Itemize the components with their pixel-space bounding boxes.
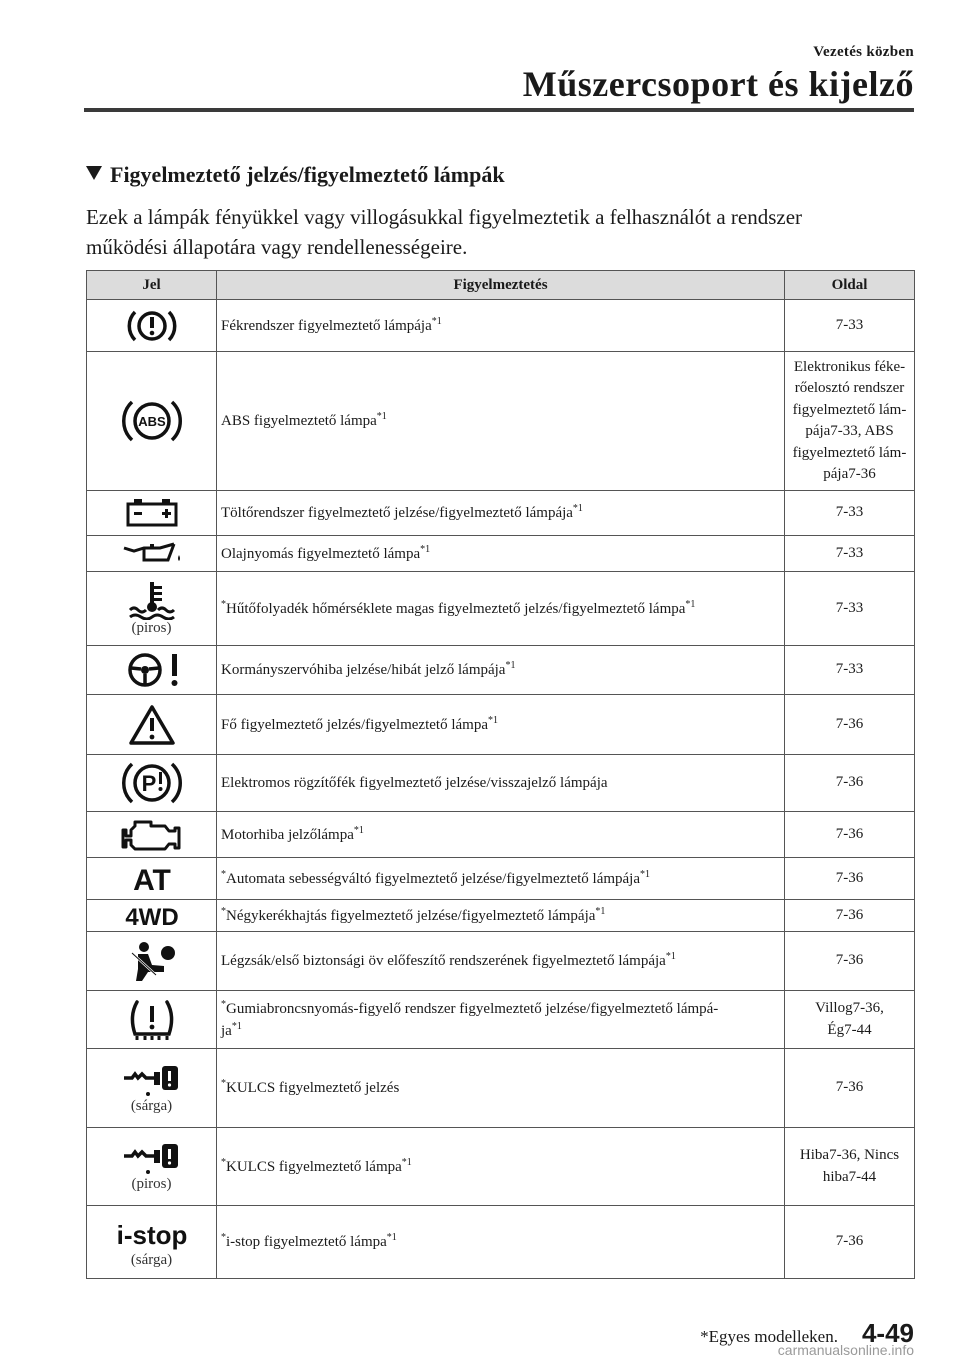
- symbol-cell: [87, 1206, 217, 1279]
- warning-text: Motorhiba jelzőlámpa: [221, 826, 354, 843]
- warning-description: [217, 536, 785, 572]
- master-warning-icon: [87, 703, 216, 747]
- warning-text: ABS figyelmeztető lámpa: [221, 413, 377, 429]
- footnote-marker: *1: [231, 1020, 242, 1032]
- abs-warning-icon: [87, 394, 216, 448]
- page-reference: 7-36: [785, 1206, 915, 1279]
- page-reference: 7-36: [785, 695, 915, 755]
- footnote-marker: *1: [431, 315, 442, 327]
- warning-description: [217, 352, 785, 491]
- footnote-marker: *1: [420, 543, 431, 555]
- warning-text: KULCS figyelmeztető lámpa: [226, 1158, 402, 1175]
- symbol-cell: [87, 932, 217, 991]
- electric-parking-brake-icon: [87, 757, 216, 809]
- model-asterisk: *: [221, 905, 226, 917]
- table-row: [87, 695, 915, 755]
- page-reference: Villog7-36, Ég7-44: [785, 991, 915, 1049]
- table-row: [87, 755, 915, 812]
- key-warning-icon: [87, 1140, 216, 1176]
- table-body: [87, 300, 915, 1279]
- triangle-bullet-icon: [86, 166, 102, 180]
- coolant-temperature-icon: [87, 580, 216, 620]
- table-row: [87, 858, 915, 900]
- power-steering-icon: [87, 650, 216, 690]
- warning-text: Gumiabroncsnyomás-figyelő rendszer figyelmeztető jelzése/figyelmeztető lámpá- ja: [221, 1000, 719, 1039]
- page-number: 4-49: [861, 1318, 914, 1348]
- check-engine-icon: [87, 816, 216, 854]
- color-note: (sárga): [130, 1251, 173, 1268]
- table-row: [87, 1128, 915, 1206]
- footnote-marker: *1: [376, 411, 387, 422]
- svg-text:ABS: ABS: [137, 414, 166, 429]
- subheading-text: Figyelmeztető jelzés/figyelmeztető lámpák: [110, 162, 505, 187]
- warning-description: [217, 858, 785, 900]
- warning-text: Légzsák/első biztonsági öv előfeszítő rendszerének figyelmeztető lámpája: [221, 953, 666, 969]
- warning-description: [217, 991, 785, 1049]
- page-reference: 7-33: [785, 646, 915, 695]
- warning-description: [217, 900, 785, 932]
- warning-description: [217, 646, 785, 695]
- footnote-marker: *1: [505, 660, 516, 671]
- model-asterisk: *: [221, 1156, 226, 1168]
- oil-pressure-icon: [87, 540, 216, 568]
- warning-description: [217, 300, 785, 352]
- warning-text: Olajnyomás figyelmeztető lámpa: [221, 545, 421, 562]
- warning-description: [217, 755, 785, 812]
- warning-description: [217, 491, 785, 536]
- table-row: [87, 932, 915, 991]
- warning-description: [217, 932, 785, 991]
- table-row: [87, 1206, 915, 1279]
- page-reference: 7-33: [785, 491, 915, 536]
- footnote-marker: *1: [595, 905, 606, 917]
- warning-text: Fő figyelmeztető jelzés/figyelmeztető lámpa: [221, 716, 488, 733]
- page-header: [523, 44, 914, 105]
- model-asterisk: *: [221, 868, 226, 880]
- symbol-cell: [87, 572, 217, 646]
- page-reference: 7-36: [785, 1049, 915, 1128]
- color-note: (piros): [131, 620, 172, 636]
- automatic-transmission-icon: [87, 864, 216, 894]
- page-reference: Elektronikus féke- rőelosztó rendszer figyelmeztető lám- pája7-33, ABS figyelmeztető lám- pája7-36: [785, 352, 915, 491]
- warning-text: Négykerékhajtás figyelmeztető jelzése/figyelmeztető lámpája: [226, 907, 596, 924]
- table-row: [87, 300, 915, 352]
- footnote-marker: *1: [353, 824, 364, 836]
- battery-charging-icon: [87, 497, 216, 529]
- key-warning-icon: [87, 1062, 216, 1098]
- model-asterisk: *: [221, 1232, 226, 1243]
- table-row: [87, 646, 915, 695]
- footnote-marker: *1: [487, 714, 498, 726]
- table-header-row: [87, 271, 915, 300]
- symbol-cell: [87, 858, 217, 900]
- four-wheel-drive-icon: [87, 903, 216, 929]
- warning-text: Hűtőfolyadék hőmérséklete magas figyelmeztető jelzés/figyelmeztető lámpa: [226, 600, 686, 617]
- brake-warning-icon: [87, 306, 216, 346]
- section-label: Vezetés közben: [813, 44, 914, 60]
- symbol-cell: [87, 991, 217, 1049]
- table-row: [87, 536, 915, 572]
- warning-text: Kormányszervóhiba jelzése/hibát jelző lámpája: [221, 662, 506, 678]
- warning-description: [217, 1206, 785, 1279]
- warning-text: Fékrendszer figyelmeztető lámpája: [221, 317, 432, 334]
- subheading: [86, 162, 505, 188]
- header-rule: [84, 108, 914, 112]
- symbol-cell: [87, 300, 217, 352]
- table-row: [87, 572, 915, 646]
- airbag-seatbelt-icon: [87, 939, 216, 983]
- symbol-cell: [87, 352, 217, 491]
- warning-text: Automata sebességváltó figyelmeztető jelzése/figyelmeztető lámpája: [226, 870, 641, 887]
- symbol-cell: [87, 1128, 217, 1206]
- symbol-cell: [87, 695, 217, 755]
- symbol-cell: [87, 491, 217, 536]
- warning-lights-table: [86, 270, 915, 1279]
- warning-description: [217, 572, 785, 646]
- table-row: [87, 491, 915, 536]
- footnote-marker: *1: [401, 1156, 412, 1168]
- warning-text: Elektromos rögzítőfék figyelmeztető jelzése/visszajelző lámpája: [221, 775, 608, 791]
- page-reference: 7-36: [785, 900, 915, 932]
- svg-text:P: P: [141, 771, 156, 796]
- footnote-marker: *1: [665, 951, 676, 962]
- page-reference: 7-36: [785, 755, 915, 812]
- svg-text:i-stop: i-stop: [116, 1219, 187, 1250]
- model-asterisk: *: [221, 998, 226, 1010]
- svg-text:AT: AT: [132, 863, 171, 894]
- page-reference: 7-36: [785, 812, 915, 858]
- footnote-marker: *1: [386, 1232, 397, 1243]
- page-reference: 7-33: [785, 300, 915, 352]
- symbol-cell: [87, 900, 217, 932]
- footnote: *Egyes modelleken.: [700, 1327, 838, 1346]
- symbol-cell: [87, 536, 217, 572]
- i-stop-icon: [87, 1216, 216, 1252]
- symbol-cell: [87, 755, 217, 812]
- header-symbol: Jel: [87, 271, 217, 300]
- watermark: carmanualsonline.info: [777, 1342, 914, 1358]
- warning-text: i-stop figyelmeztető lámpa: [226, 1234, 387, 1250]
- page-reference: 7-36: [785, 932, 915, 991]
- page-reference: 7-33: [785, 572, 915, 646]
- svg-text:4WD: 4WD: [124, 903, 179, 929]
- table-row: [87, 1049, 915, 1128]
- symbol-cell: [87, 812, 217, 858]
- table-row: [87, 812, 915, 858]
- warning-description: [217, 1049, 785, 1128]
- model-asterisk: *: [221, 598, 226, 610]
- header-page: Oldal: [785, 271, 915, 300]
- model-asterisk: *: [221, 1078, 226, 1089]
- page-reference: 7-33: [785, 536, 915, 572]
- page-reference: Hiba7-36, Nincs hiba7-44: [785, 1128, 915, 1206]
- color-note: (piros): [131, 1176, 172, 1192]
- color-note: (sárga): [130, 1097, 173, 1114]
- warning-description: [217, 695, 785, 755]
- header-warning: Figyelmeztetés: [217, 271, 785, 300]
- table-row: [87, 900, 915, 932]
- warning-description: [217, 1128, 785, 1206]
- symbol-cell: [87, 646, 217, 695]
- table-row: [87, 352, 915, 491]
- tire-pressure-icon: [87, 996, 216, 1044]
- footnote-marker: *1: [640, 868, 651, 880]
- chapter-title: Műszercsoport és kijelző: [522, 64, 914, 104]
- footnote-marker: *1: [685, 598, 696, 610]
- table-row: [87, 991, 915, 1049]
- symbol-cell: [87, 1049, 217, 1128]
- warning-text: KULCS figyelmeztető jelzés: [226, 1080, 400, 1096]
- warning-text: Töltőrendszer figyelmeztető jelzése/figyelmeztető lámpája: [221, 505, 573, 521]
- intro-paragraph: Ezek a lámpák fényükkel vagy villogásukkal figyelmeztetik a felhasználót a rendszer működési állapotára vagy rendellenességeire.: [86, 205, 803, 259]
- warning-description: [217, 812, 785, 858]
- footnote-marker: *1: [572, 503, 583, 514]
- page-reference: 7-36: [785, 858, 915, 900]
